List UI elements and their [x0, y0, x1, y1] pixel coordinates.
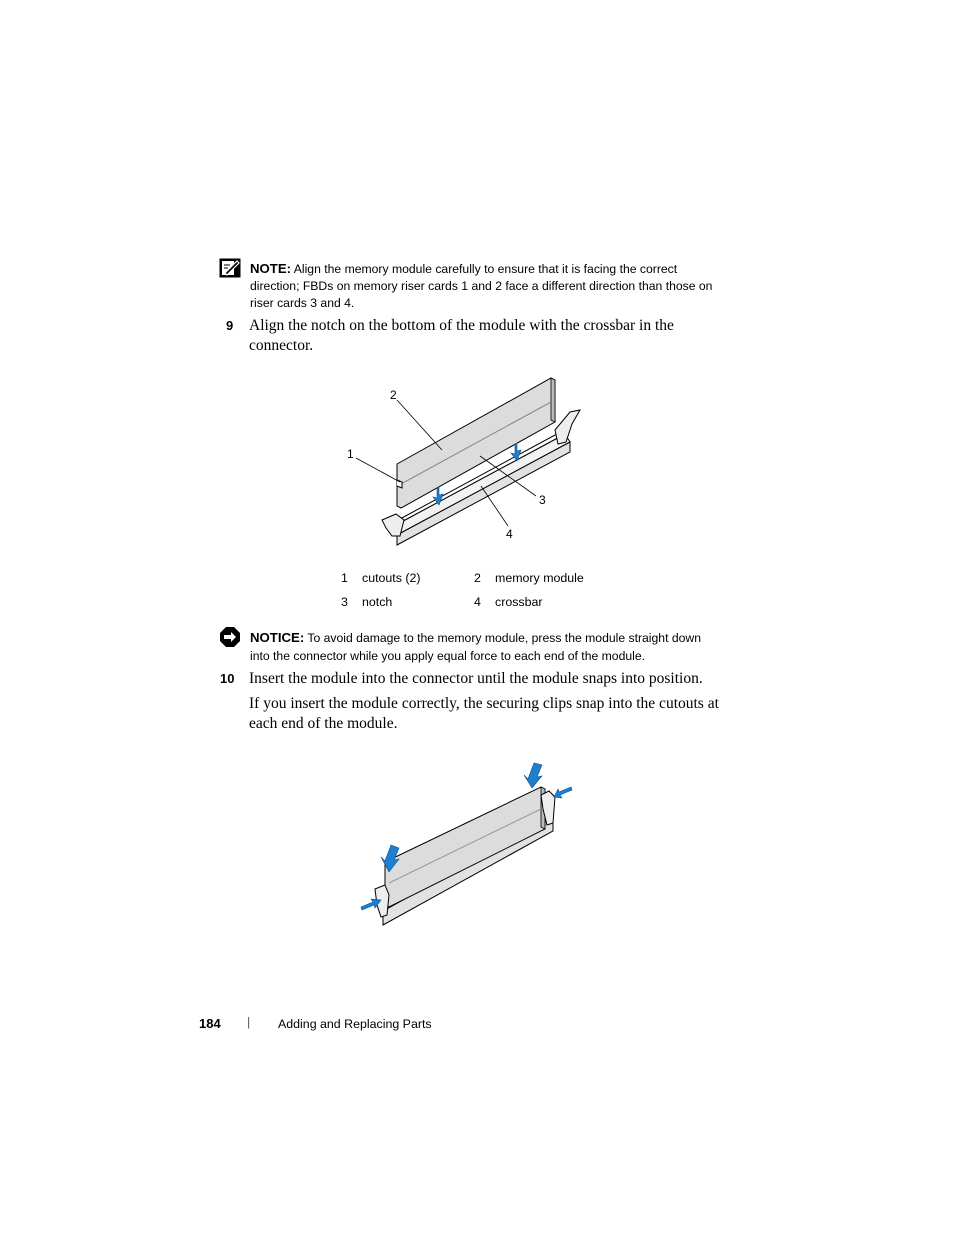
legend-num-1: 1 [341, 571, 348, 585]
callout-2: 2 [390, 388, 397, 402]
step-10-number: 10 [220, 671, 235, 686]
step-9-number: 9 [226, 318, 234, 333]
legend-num-3: 3 [341, 595, 348, 609]
memory-module-alignment-figure [340, 372, 590, 552]
notice-text-block [250, 629, 720, 665]
step-10-followup: If you insert the module correctly, the securing clips snap into the cutouts at each end of the module. [249, 695, 719, 732]
page-number: 184 [199, 1016, 221, 1031]
footer-separator: | [247, 1015, 251, 1029]
legend-label-4: crossbar [495, 595, 543, 609]
callout-3: 3 [539, 493, 546, 507]
notice-warning-icon [219, 626, 241, 648]
note-text-block [250, 260, 720, 312]
legend-label-1: cutouts (2) [362, 571, 421, 585]
step-9-text: Align the notch on the bottom of the module with the crossbar in the connector. [249, 317, 674, 354]
footer-section-title: Adding and Replacing Parts [278, 1017, 432, 1031]
notice-label: NOTICE: [250, 630, 305, 645]
module-seated-figure [355, 755, 585, 935]
legend-label-3: notch [362, 595, 393, 609]
legend-label-2: memory module [495, 571, 584, 585]
legend-num-4: 4 [474, 595, 481, 609]
note-pencil-icon [219, 258, 241, 278]
note-body: Align the memory module carefully to ensure that it is facing the correct direction; FBDs on memory riser cards 1 and 2 face a different direction than those on riser cards 3 and 4. [250, 262, 713, 310]
callout-4: 4 [506, 527, 513, 541]
step-10-text: Insert the module into the connector until the module snaps into position. [249, 670, 703, 687]
note-label: NOTE: [250, 261, 292, 276]
callout-1: 1 [347, 447, 354, 461]
notice-body: To avoid damage to the memory module, press the module straight down into the connector while you apply equal force to each end of the module. [250, 631, 701, 663]
legend-num-2: 2 [474, 571, 481, 585]
